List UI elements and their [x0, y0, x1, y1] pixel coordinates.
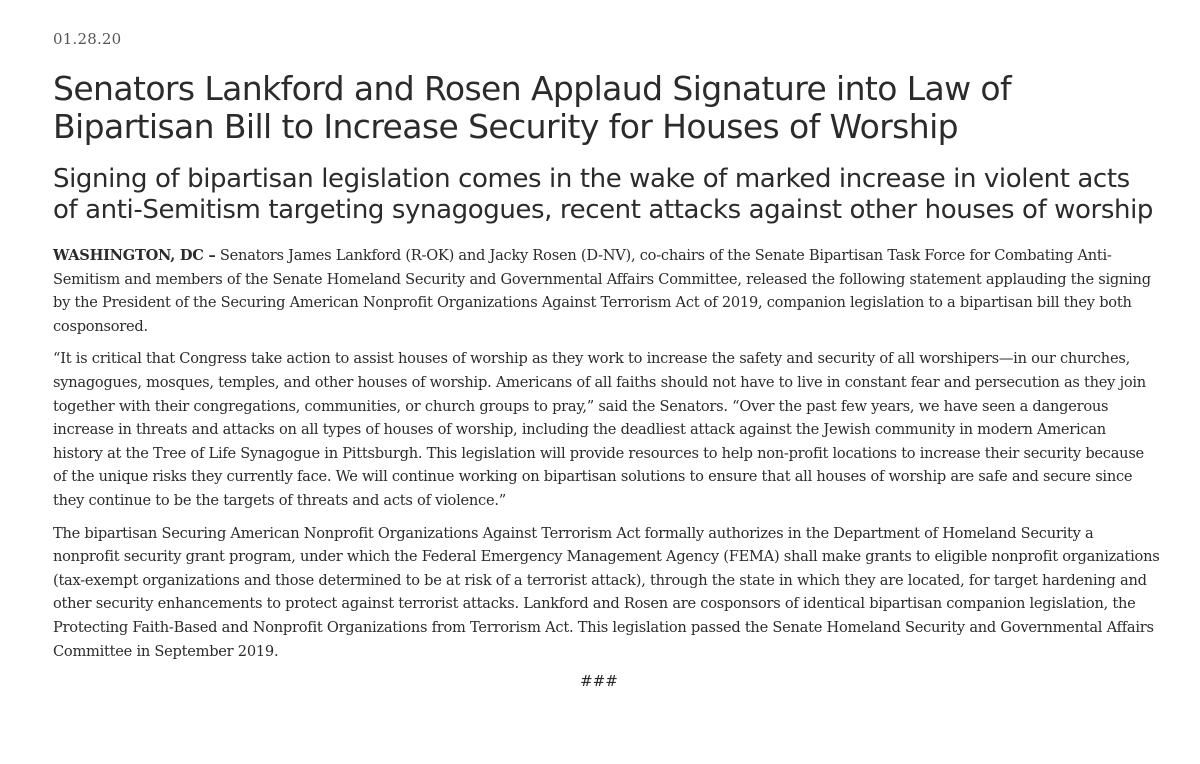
body-paragraph-1	[53, 244, 1160, 338]
release-date: 01.28.20	[53, 30, 122, 48]
end-of-release-mark: ###	[580, 672, 618, 691]
page-title: Senators Lankford and Rosen Applaud Signature into Law of Bipartisan Bill to Increase Security for Houses of Worship	[53, 69, 1012, 146]
body-paragraph-1-text: Senators James Lankford (R-OK) and Jacky Rosen (D-NV), co-chairs of the Senate Bipartisan Task Force for Combating Anti-Semitism and members of the Senate Homeland Security and Governmental Affairs Committee, released the following statement applauding the signing by the President of the Securing American Nonprofit Organizations Against Terrorism Act of 2019, companion legislation to a bipartisan bill they both cosponsored.	[53, 247, 1151, 335]
dateline: WASHINGTON, DC –	[53, 247, 216, 264]
page-subtitle: Signing of bipartisan legislation comes in the wake of marked increase in violent acts of anti-Semitism targeting synagogues, recent attacks against other houses of worship	[53, 164, 1153, 225]
body-paragraph-2: “It is critical that Congress take action to assist houses of worship as they work to increase the safety and security of all worshipers—in our churches, synagogues, mosques, temples, and other houses of worship. Americans of all faiths should not have to live in constant fear and persecution as they join together with their congregations, communities, or church groups to pray,” said the Senators. “Over the past few years, we have seen a dangerous increase in threats and attacks on all types of houses of worship, including the deadliest attack against the Jewish community in modern American history at the Tree of Life Synagogue in Pittsburgh. This legislation will provide resources to help non-profit locations to increase their security because of the unique risks they currently face. We will continue working on bipartisan solutions to ensure that all houses of worship are safe and secure since they continue to be the targets of threats and acts of violence.”	[53, 350, 1146, 509]
body-paragraph-3: The bipartisan Securing American Nonprofit Organizations Against Terrorism Act formally authorizes in the Department of Homeland Security a nonprofit security grant program, under which the Federal Emergency Management Agency (FEMA) shall make grants to eligible nonprofit organizations (tax-exempt organizations and those determined to be at risk of a terrorist attack), through the state in which they are located, for target hardening and other security enhancements to protect against terrorist attacks. Lankford and Rosen are cosponsors of identical bipartisan companion legislation, the Protecting Faith-Based and Nonprofit Organizations from Terrorism Act. This legislation passed the Senate Homeland Security and Governmental Affairs Committee in September 2019.	[53, 524, 1160, 660]
